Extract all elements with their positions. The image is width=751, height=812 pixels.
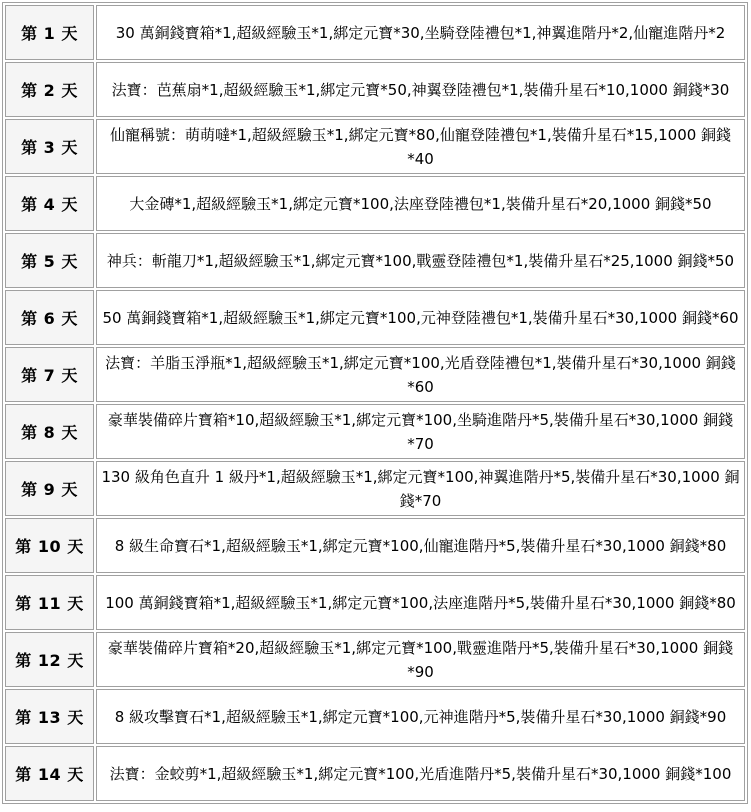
rewards-table-wrapper bbox=[2, 2, 748, 804]
reward-cell: 神兵：斬龍刀*1,超級經驗玉*1,綁定元寶*100,戰靈登陸禮包*1,裝備升星石*25,1000 銅錢*50 bbox=[96, 233, 745, 288]
day-cell: 第 8 天 bbox=[5, 404, 94, 459]
table-row bbox=[5, 518, 745, 573]
day-cell: 第 2 天 bbox=[5, 62, 94, 117]
reward-cell: 50 萬銅錢寶箱*1,超級經驗玉*1,綁定元寶*100,元神登陸禮包*1,裝備升星石*30,1000 銅錢*60 bbox=[96, 290, 745, 345]
reward-cell: 豪華裝備碎片寶箱*20,超級經驗玉*1,綁定元寶*100,戰靈進階丹*5,裝備升星石*30,1000 銅錢*90 bbox=[96, 632, 745, 687]
day-cell: 第 5 天 bbox=[5, 233, 94, 288]
reward-cell: 100 萬銅錢寶箱*1,超級經驗玉*1,綁定元寶*100,法座進階丹*5,裝備升星石*30,1000 銅錢*80 bbox=[96, 575, 745, 630]
day-cell: 第 7 天 bbox=[5, 347, 94, 402]
table-row bbox=[5, 575, 745, 630]
day-cell: 第 6 天 bbox=[5, 290, 94, 345]
day-cell: 第 10 天 bbox=[5, 518, 94, 573]
reward-cell: 仙寵稱號：萌萌噠*1,超級經驗玉*1,綁定元寶*80,仙寵登陸禮包*1,裝備升星石*15,1000 銅錢*40 bbox=[96, 119, 745, 174]
table-row bbox=[5, 5, 745, 60]
day-cell: 第 13 天 bbox=[5, 689, 94, 744]
table-row bbox=[5, 404, 745, 459]
day-cell: 第 4 天 bbox=[5, 176, 94, 231]
reward-cell: 法寶：羊脂玉淨瓶*1,超級經驗玉*1,綁定元寶*100,光盾登陸禮包*1,裝備升星石*30,1000 銅錢*60 bbox=[96, 347, 745, 402]
reward-cell: 30 萬銅錢寶箱*1,超級經驗玉*1,綁定元寶*30,坐騎登陸禮包*1,神翼進階丹*2,仙寵進階丹*2 bbox=[96, 5, 745, 60]
reward-cell: 8 級生命寶石*1,超級經驗玉*1,綁定元寶*100,仙寵進階丹*5,裝備升星石*30,1000 銅錢*80 bbox=[96, 518, 745, 573]
table-row bbox=[5, 119, 745, 174]
table-row bbox=[5, 461, 745, 516]
table-row bbox=[5, 347, 745, 402]
reward-cell: 法寶：芭蕉扇*1,超級經驗玉*1,綁定元寶*50,神翼登陸禮包*1,裝備升星石*10,1000 銅錢*30 bbox=[96, 62, 745, 117]
reward-cell: 法寶：金蛟剪*1,超級經驗玉*1,綁定元寶*100,光盾進階丹*5,裝備升星石*30,1000 銅錢*100 bbox=[96, 746, 745, 801]
reward-cell: 大金磚*1,超級經驗玉*1,綁定元寶*100,法座登陸禮包*1,裝備升星石*20,1000 銅錢*50 bbox=[96, 176, 745, 231]
reward-cell: 8 級攻擊寶石*1,超級經驗玉*1,綁定元寶*100,元神進階丹*5,裝備升星石*30,1000 銅錢*90 bbox=[96, 689, 745, 744]
table-row bbox=[5, 746, 745, 801]
table-row bbox=[5, 176, 745, 231]
table-row bbox=[5, 233, 745, 288]
table-row bbox=[5, 632, 745, 687]
table-row bbox=[5, 689, 745, 744]
reward-cell: 豪華裝備碎片寶箱*10,超級經驗玉*1,綁定元寶*100,坐騎進階丹*5,裝備升星石*30,1000 銅錢*70 bbox=[96, 404, 745, 459]
reward-cell: 130 級角色直升 1 級丹*1,超級經驗玉*1,綁定元寶*100,神翼進階丹*5,裝備升星石*30,1000 銅錢*70 bbox=[96, 461, 745, 516]
day-cell: 第 1 天 bbox=[5, 5, 94, 60]
table-row bbox=[5, 62, 745, 117]
day-cell: 第 12 天 bbox=[5, 632, 94, 687]
day-cell: 第 11 天 bbox=[5, 575, 94, 630]
login-rewards-table bbox=[2, 2, 748, 804]
table-row bbox=[5, 290, 745, 345]
day-cell: 第 9 天 bbox=[5, 461, 94, 516]
day-cell: 第 14 天 bbox=[5, 746, 94, 801]
day-cell: 第 3 天 bbox=[5, 119, 94, 174]
